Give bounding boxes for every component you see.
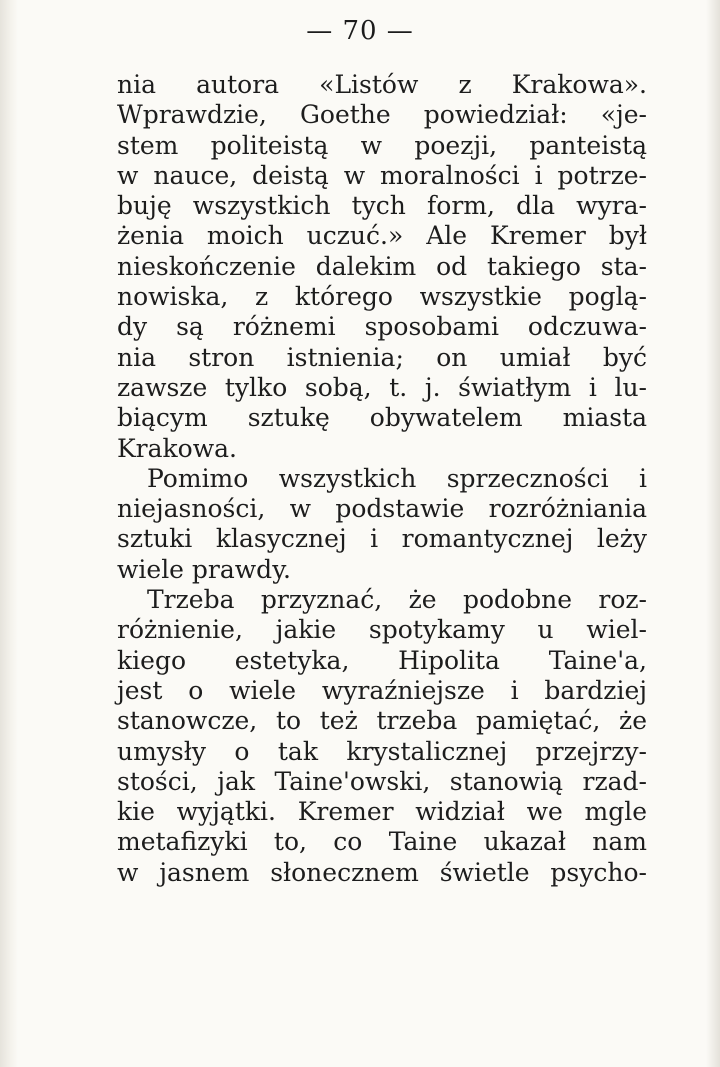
page-left-edge (0, 0, 18, 1067)
text-line: różnienie, jakie spotykamy u wiel- (117, 615, 647, 645)
text-line: kiego estetyka, Hipolita Taine'a, (117, 645, 647, 675)
text-line: nia stron istnienia; on umiał być (117, 342, 647, 372)
text-line: sztuki klasycznej i romantycznej leży (117, 524, 647, 554)
text-line: stem politeistą w poezji, panteistą (117, 130, 647, 160)
text-line: żenia moich uczuć.» Ale Kremer był (117, 221, 647, 251)
text-line: wiele prawdy. (117, 554, 291, 584)
text-line: Pomimo wszystkich sprzeczności i (147, 463, 647, 493)
text-line: buję wszystkich tych form, dla wyra- (117, 191, 647, 221)
text-line: biącym sztukę obywatelem miasta (117, 403, 647, 433)
text-line: Wprawdzie, Goethe powiedział: «je- (117, 100, 647, 130)
text-line: Trzeba przyznać, że podobne roz- (147, 585, 647, 615)
body-text (117, 70, 647, 888)
text-line: nieskończenie dalekim od takiego sta- (117, 251, 647, 281)
text-line: w jasnem słonecznem świetle psycho- (117, 857, 647, 887)
text-line: nia autora «Listów z Krakowa». (117, 70, 647, 99)
page-number: — 70 — (306, 16, 414, 46)
text-line: umysły o tak krystalicznej przejrzy- (117, 736, 647, 766)
text-line: Krakowa. (117, 433, 237, 463)
text-line: metafizyki to, co Taine ukazał nam (117, 827, 647, 857)
text-line: nowiska, z którego wszystkie poglą- (117, 282, 647, 312)
text-line: stanowcze, to też trzeba pamiętać, że (117, 706, 647, 736)
text-line: dy są różnemi sposobami odczuwa- (117, 312, 647, 342)
text-line: jest o wiele wyraźniejsze i bardziej (117, 675, 647, 705)
text-line: kie wyjątki. Kremer widział we mgle (117, 797, 647, 827)
text-line: niejasności, w podstawie rozróżniania (117, 494, 647, 524)
page-right-edge (706, 0, 720, 1067)
text-line: stości, jak Taine'owski, stanowią rzad- (117, 766, 647, 796)
text-line: zawsze tylko sobą, t. j. światłym i lu- (117, 372, 647, 402)
text-line: w nauce, deistą w moralności i potrze- (117, 160, 647, 190)
